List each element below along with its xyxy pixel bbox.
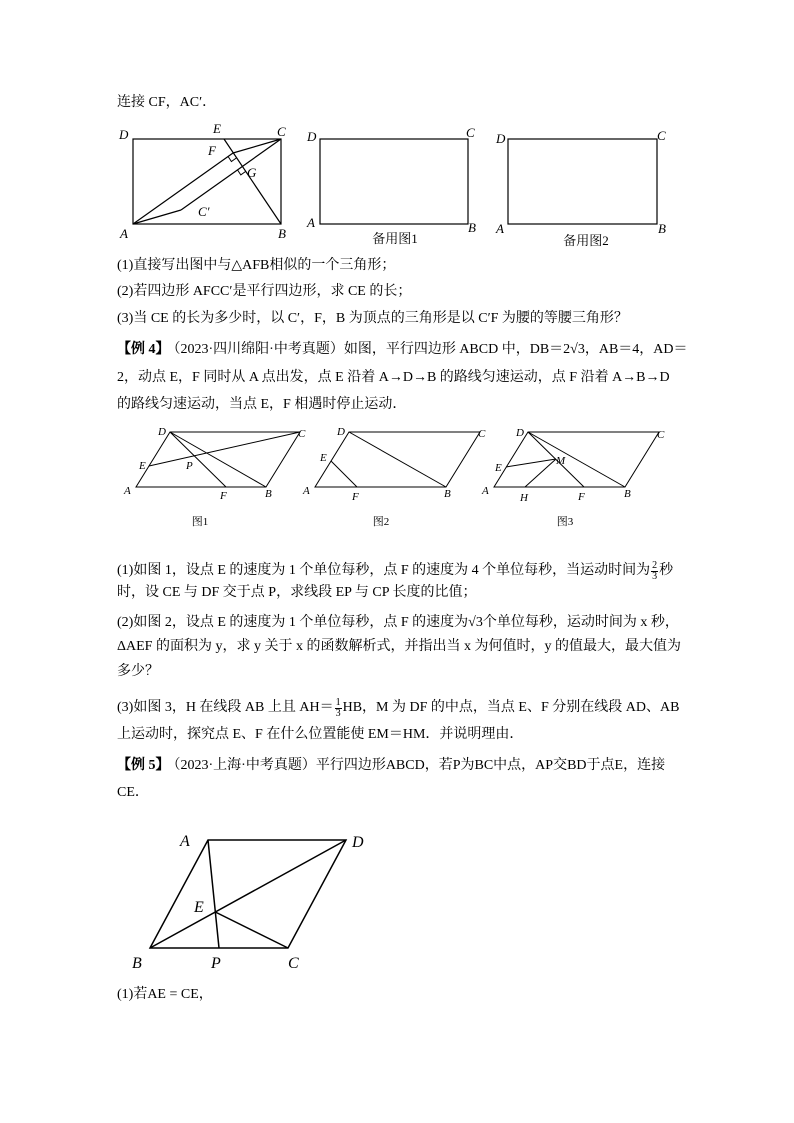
label-E: E [320,452,327,464]
label-A: A [180,833,190,850]
label-D: D [158,426,166,438]
fraction-numerator: 2 [652,560,658,571]
example5-stem-text-1: （2023·上海·中考真题）平行四边形ABCD，若P为BC中点，AP交BD于点E，连接 [173,758,666,773]
parallelogram-ABCD [494,432,659,487]
example4-q1-fraction [651,561,658,582]
example4-q2-line-2: ΔAEF 的面积为 y，求 y 关于 x 的函数解析式，并指出当 x 为何值时，y 的值最大，最大值为 [117,639,681,654]
label-G: G [247,165,257,180]
segment-C-prime-C [181,139,281,210]
right-angle-mark-G [238,170,246,175]
segment-DB [170,432,266,487]
example4-q3-text-before: (3)如图 3，H 在线段 AB 上且 AH＝ [117,700,334,715]
label-A: A [496,221,504,236]
figure-parallelogram-3 [481,427,665,528]
caption-figure-1: 图1 [191,516,209,528]
example4-q1-line-1 [117,561,673,582]
label-F: F [352,491,359,503]
label-C: C [298,428,306,440]
example4-q2-text-after: 个单位每秒，运动时间为 x 秒， [482,615,679,630]
label-P: P [211,955,221,972]
label-C-prime: C′ [198,204,210,219]
segment-DB [349,432,446,487]
label-E: E [194,899,204,916]
figure-example5-parallelogram [132,833,364,972]
caption-figure-2: 图2 [372,516,390,528]
example5-stem-line-1 [117,757,665,775]
label-D: D [307,129,317,144]
segment-AC-prime [133,210,181,224]
label-B: B [278,226,286,241]
rectangle-ABCD [133,139,281,224]
example4-q2-text-before: (2)如图 2，设点 E 的速度为 1 个单位每秒，点 F 的速度为 [117,615,469,630]
rectangle-spare-2 [508,139,657,224]
fraction-denominator: 3 [335,708,341,719]
segment-EB [224,139,281,224]
label-B: B [468,220,476,235]
label-D: D [352,834,364,851]
example4-stem-line-2: 2，动点 E，F 同时从 A 点出发，点 E 沿着 A→D→B 的路线匀速运动，点 F 沿着 A→B→D [117,370,670,385]
label-B: B [658,221,666,236]
label-A: A [482,485,489,497]
figure-parallelogram-2 [302,426,486,528]
example4-q3-text-after: HB，M 为 DF 的中点，当点 E、F 分别在线段 AD、AB [342,700,680,715]
example5-stem-line-2: CE． [117,785,149,800]
caption-figure-3: 图3 [556,516,574,528]
segment-FC [233,139,281,153]
segment-DF [170,432,226,487]
label-E: E [495,462,502,474]
label-D: D [496,131,506,146]
fraction-numerator: 1 [335,697,341,708]
fraction-denominator: 3 [652,571,658,582]
label-B: B [132,955,142,972]
example4-q3-line-1 [117,698,679,719]
label-B: B [265,488,272,500]
label-A: A [307,215,315,230]
label-B: B [624,488,631,500]
label-C: C [466,125,475,140]
figure-rect-main [118,121,286,241]
parallelogram-ABCD [150,840,346,948]
segment-EC [149,432,300,466]
example5-tag: 【例 5】 [117,758,170,773]
example4-q1-text-before: (1)如图 1，设点 E 的速度为 1 个单位每秒，点 F 的速度为 4 个单位每秒，当运动时间为 [117,563,651,578]
example4-q2-sqrt: √3 [468,615,483,630]
example4-q2-line-1 [117,614,679,632]
example4-tag: 【例 4】 [117,342,170,357]
label-F: F [208,143,216,158]
caption-spare-2: 备用图2 [563,233,609,248]
example4-q1-text-after: 秒 [659,563,674,578]
label-H: H [520,492,528,504]
label-A: A [120,226,128,241]
segment-BD [150,840,346,948]
example5-question-1: (1)若AE = CE， [117,987,213,1002]
segment-DF [528,432,584,487]
example4-stem-line-3: 的路线匀速运动，当点 E，F 相遇时停止运动． [117,397,407,412]
label-C: C [277,124,286,139]
label-F: F [578,491,585,503]
problem3-question-2: (2)若四边形 AFCC′是平行四边形，求 CE 的长； [117,284,412,299]
segment-AP [208,840,219,948]
segment-EF [331,461,357,487]
label-A: A [303,485,310,497]
label-C: C [288,955,299,972]
figure-rect-spare-1 [306,125,476,246]
figure-parallelogram-1 [123,426,306,528]
label-C: C [478,428,486,440]
problem3-intro: 连接 CF，AC′． [117,95,217,110]
problem3-question-1: (1)直接写出图中与△AFB相似的一个三角形； [117,258,396,273]
caption-spare-1: 备用图1 [372,231,418,246]
example4-stem-text-1: （2023·四川绵阳·中考真题）如图，平行四边形 ABCD 中，DB＝2√3，AB＝4，AD＝ [173,342,688,357]
segment-EM [506,459,556,467]
label-E: E [213,121,221,136]
label-D: D [119,127,129,142]
segment-DB [528,432,625,487]
label-A: A [124,485,131,497]
parallelogram-ABCD [315,432,480,487]
figure-rect-spare-2 [495,128,666,248]
parallelogram-ABCD [136,432,300,487]
example4-q3-line-2: 上运动时，探究点 E、F 在什么位置能使 EM＝HM．并说明理由． [117,727,524,742]
rectangle-spare-1 [320,139,468,224]
right-angle-mark-F [228,157,236,162]
segment-HM [525,459,556,487]
example4-q2-line-3: 多少？ [117,664,159,679]
label-D: D [337,426,345,438]
label-D: D [516,427,524,439]
example4-q1-line-2: 时，设 CE 与 DF 交于点 P，求线段 EP 与 CP 长度的比值； [117,585,477,600]
example4-stem-line-1 [117,341,688,359]
label-F: F [220,490,227,502]
segment-EC [215,912,288,948]
problem3-question-3: (3)当 CE 的长为多少时，以 C′，F，B 为顶点的三角形是以 C′F 为腰的等腰三角形？ [117,311,628,326]
segment-AF [133,153,233,224]
label-C: C [657,128,666,143]
label-C: C [657,429,665,441]
example4-q3-fraction [335,698,342,719]
label-E: E [139,460,146,472]
label-M: M [556,455,566,467]
label-P: P [186,460,193,472]
label-B: B [444,488,451,500]
